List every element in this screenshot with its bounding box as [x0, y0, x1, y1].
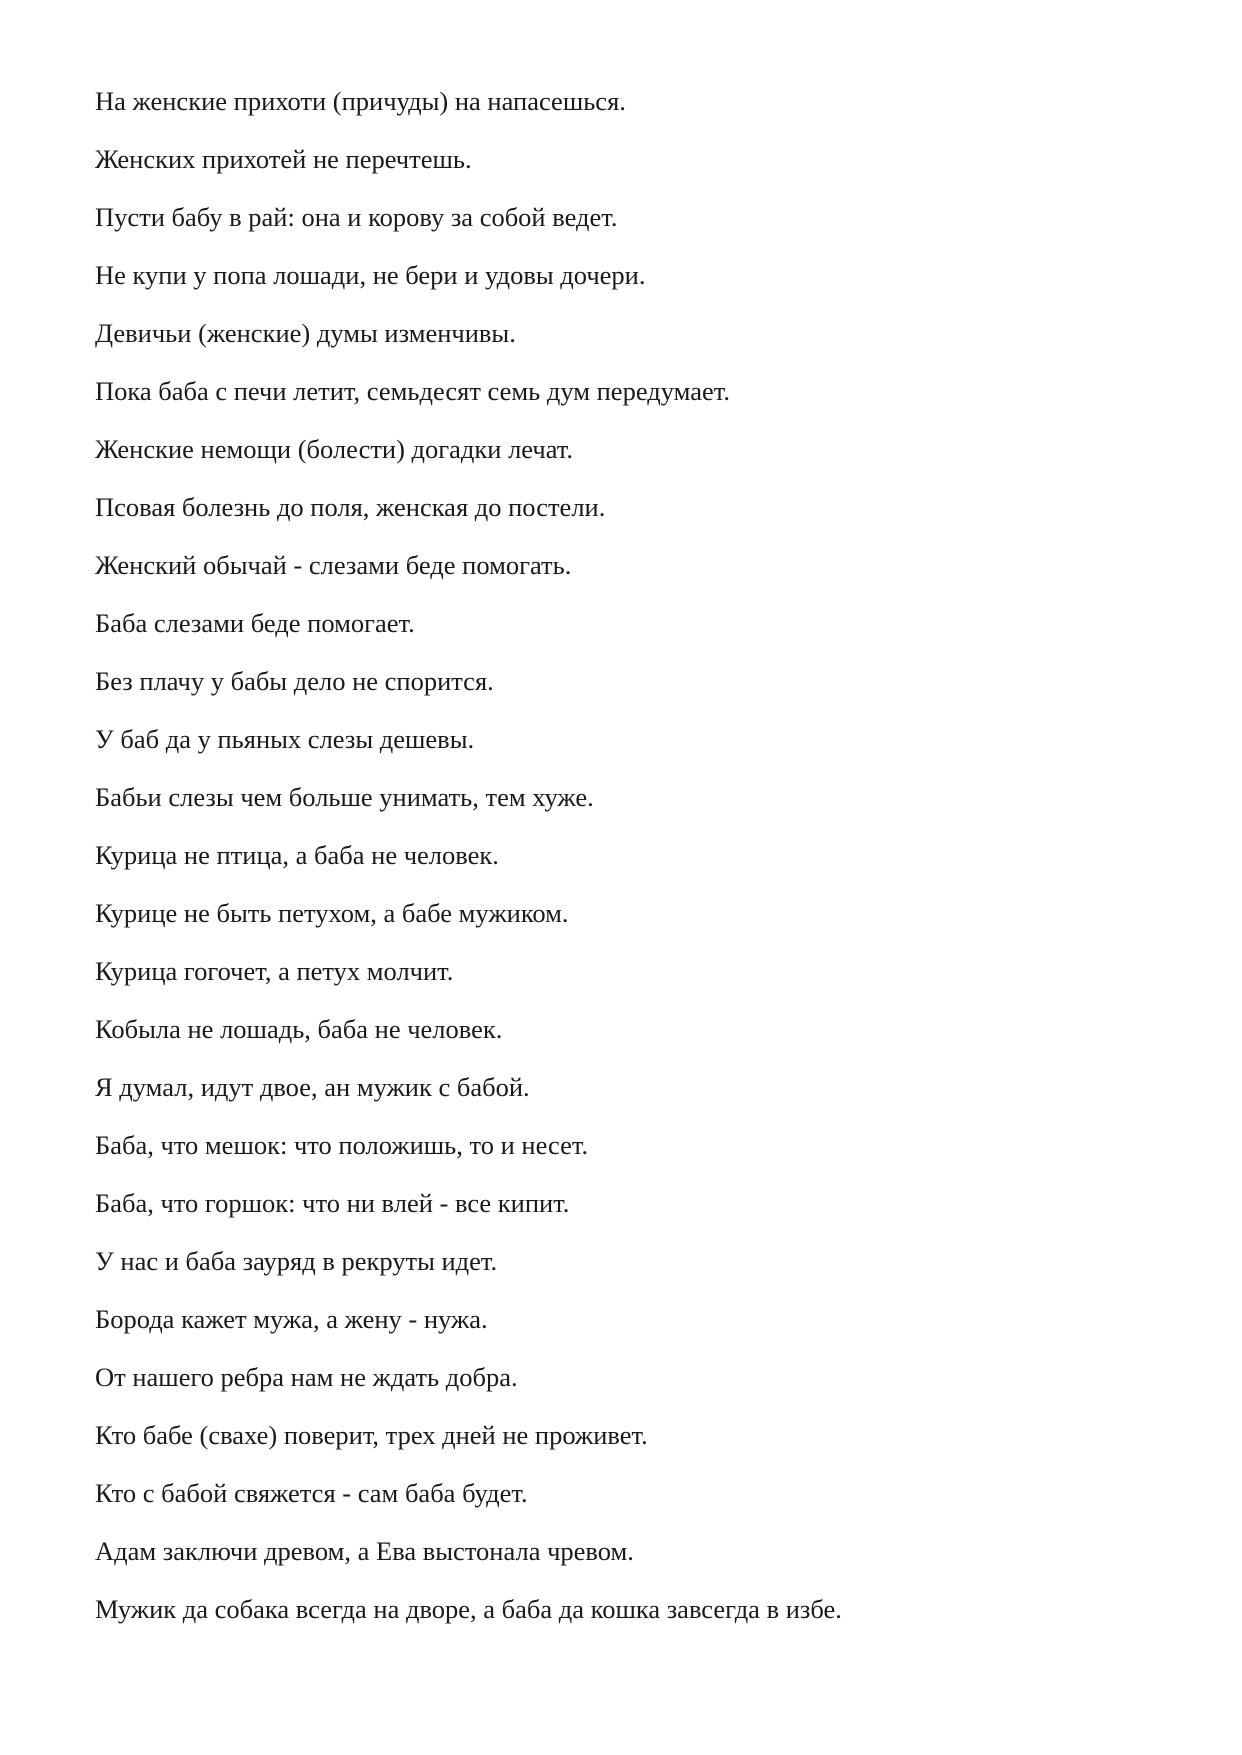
proverb-line: От нашего ребра нам не ждать добра. — [95, 1362, 518, 1392]
proverb-line: Курица не птица, а баба не человек. — [95, 840, 499, 870]
proverb-line: Бабьи слезы чем больше унимать, тем хуже. — [95, 782, 594, 812]
proverb-line: Пусти бабу в рай: она и корову за собой ведет. — [95, 202, 618, 232]
proverb-line: Курица гогочет, а петух молчит. — [95, 956, 454, 986]
proverb-line: Курице не быть петухом, а бабе мужиком. — [95, 898, 569, 928]
proverb-line: Девичьи (женские) думы изменчивы. — [95, 318, 516, 348]
proverb-line: Баба, что горшок: что ни влей - все кипит. — [95, 1188, 570, 1218]
proverb-line: У нас и баба зауряд в рекруты идет. — [95, 1246, 498, 1276]
proverb-list — [95, 81, 1175, 1647]
proverb-line: Баба, что мешок: что положишь, то и несет. — [95, 1130, 589, 1160]
proverb-line: Пока баба с печи летит, семьдесят семь дум передумает. — [95, 376, 730, 406]
proverb-line: Адам заключи древом, а Ева выстонала чревом. — [95, 1536, 634, 1566]
proverb-line: Псовая болезнь до поля, женская до постели. — [95, 492, 606, 522]
proverb-line: На женские прихоти (причуды) на напасешься. — [95, 86, 626, 116]
proverb-line: Женских прихотей не перечтешь. — [95, 144, 472, 174]
proverb-line: Кто с бабой свяжется - сам баба будет. — [95, 1478, 528, 1508]
proverb-line: Не купи у попа лошади, не бери и удовы дочери. — [95, 260, 646, 290]
proverb-line: Борода кажет мужа, а жену - нужа. — [95, 1304, 488, 1334]
proverb-line: Женский обычай - слезами беде помогать. — [95, 550, 572, 580]
proverb-line: Кто бабе (свахе) поверит, трех дней не проживет. — [95, 1420, 648, 1450]
proverb-line: Баба слезами беде помогает. — [95, 608, 415, 638]
proverb-line: Я думал, идут двое, ан мужик с бабой. — [95, 1072, 530, 1102]
proverb-line: Мужик да собака всегда на дворе, а баба да кошка завсегда в избе. — [95, 1594, 842, 1624]
proverb-line: Женские немощи (болести) догадки лечат. — [95, 434, 574, 464]
proverb-line: Кобыла не лошадь, баба не человек. — [95, 1014, 503, 1044]
proverb-line: Без плачу у бабы дело не спорится. — [95, 666, 494, 696]
proverb-line: У баб да у пьяных слезы дешевы. — [95, 724, 475, 754]
